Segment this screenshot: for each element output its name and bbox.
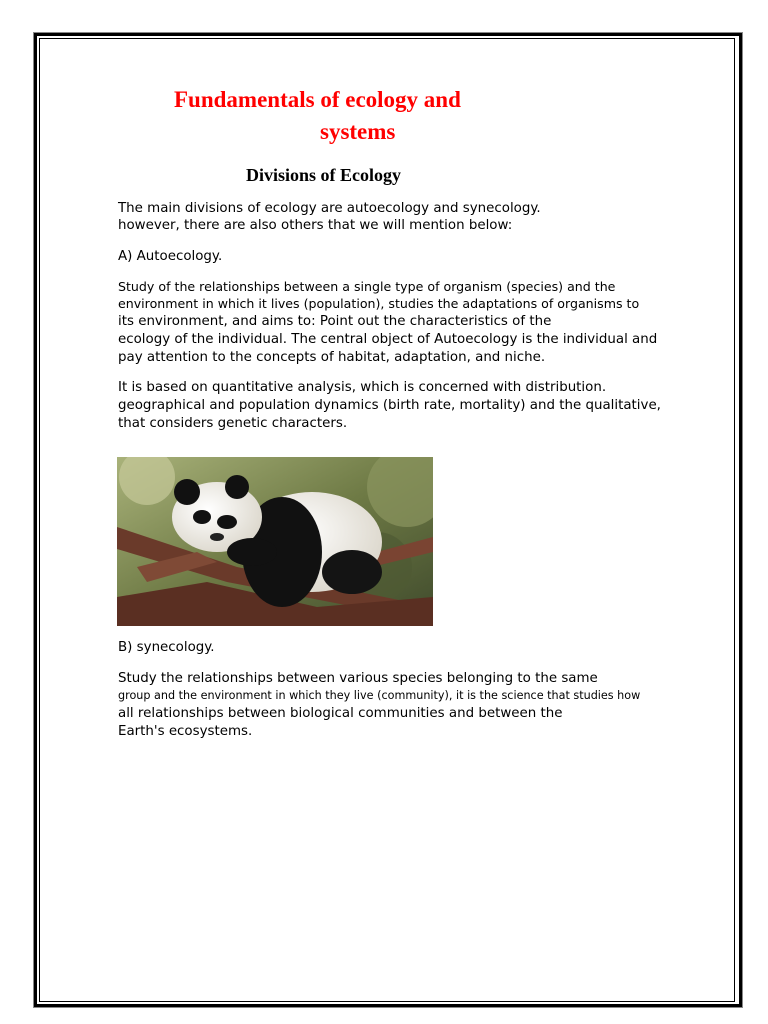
autoecology-analysis-line: It is based on quantitative analysis, which is concerned with distribution. xyxy=(118,380,607,395)
synecology-paragraph-line: group and the environment in which they live (community), it is the science that studies how xyxy=(118,689,641,702)
autoecology-paragraph-line: its environment, and aims to: Point out the characteristics of the xyxy=(118,314,552,329)
section-heading: Divisions of Ecology xyxy=(246,165,402,185)
autoecology-heading: A) Autoecology. xyxy=(118,249,223,264)
intro-line-1: The main divisions of ecology are autoecology and synecology. xyxy=(118,201,541,216)
document-title-line2: systems xyxy=(320,119,396,144)
synecology-heading: B) synecology. xyxy=(118,640,215,655)
autoecology-paragraph-line: pay attention to the concepts of habitat, adaptation, and niche. xyxy=(118,350,546,365)
panda-photo xyxy=(117,457,433,626)
document-title: Fundamentals of ecology and xyxy=(174,87,461,112)
synecology-paragraph-line: all relationships between biological communities and between the xyxy=(118,706,563,721)
autoecology-paragraph-line: Study of the relationships between a single type of organism (species) and the xyxy=(118,279,616,294)
intro-line-2: however, there are also others that we will mention below: xyxy=(118,218,513,233)
autoecology-paragraph-line: environment in which it lives (population), studies the adaptations of organisms to xyxy=(118,296,640,311)
autoecology-paragraph-line: ecology of the individual. The central object of Autoecology is the individual and xyxy=(118,332,658,347)
panda-photo-icon xyxy=(117,457,433,626)
synecology-paragraph-line: Study the relationships between various species belonging to the same xyxy=(118,671,598,686)
synecology-paragraph-line: Earth's ecosystems. xyxy=(118,724,253,739)
autoecology-analysis-line: that considers genetic characters. xyxy=(118,416,348,431)
autoecology-analysis-line: geographical and population dynamics (birth rate, mortality) and the qualitative, xyxy=(118,398,661,413)
